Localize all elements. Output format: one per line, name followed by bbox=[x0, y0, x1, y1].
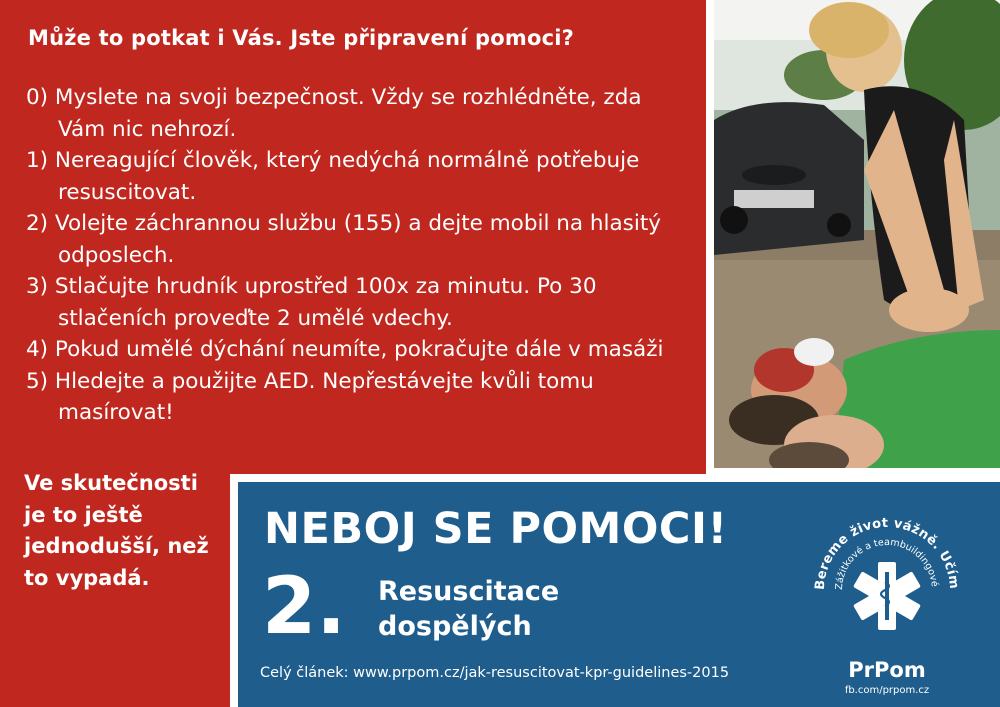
prpom-badge bbox=[810, 498, 1000, 698]
lesson-title bbox=[378, 574, 559, 644]
step-item: 1) Nereagující člověk, který nedýchá normálně potřebuje resuscitovat. bbox=[26, 148, 640, 205]
steps-list bbox=[26, 82, 686, 429]
facebook-link[interactable]: fb.com/prpom.cz bbox=[844, 685, 930, 696]
blue-panel-frame bbox=[230, 474, 1000, 707]
reassurance-note: Ve skutečnosti je to ještě jednodušší, než to vypadá. bbox=[24, 471, 209, 590]
step-item: 2) Volejte záchrannou službu (155) a dejte mobil na hlasitý odposlech. bbox=[26, 211, 662, 268]
badge-outer-text: Bereme život vážně. Učím bbox=[812, 515, 962, 591]
lesson-title-line2: dospělých bbox=[378, 611, 532, 642]
star-of-life-icon bbox=[853, 562, 921, 630]
headline: Může to potkat i Vás. Jste připravení pomoci? bbox=[28, 26, 574, 50]
cpr-photo bbox=[714, 0, 1000, 468]
lesson-title-line1: Resuscitace bbox=[378, 576, 560, 607]
article-link[interactable]: Celý článek: www.prpom.cz/jak-resuscitovat-kpr-guidelines-2015 bbox=[260, 665, 730, 681]
blue-panel bbox=[238, 482, 1000, 707]
slogan: NEBOJ SE POMOCI! bbox=[264, 504, 728, 554]
step-item: 0) Myslete na svoji bezpečnost. Vždy se rozhlédněte, zda Vám nic nehrozí. bbox=[26, 85, 642, 142]
badge-inner-text: Zážitkové a teambuildingové bbox=[833, 536, 940, 591]
badge-ring bbox=[810, 498, 964, 658]
cpr-photo-illustration bbox=[714, 0, 1000, 468]
brand-name: PrPom bbox=[848, 658, 926, 682]
lesson-number: 2. bbox=[262, 562, 346, 652]
step-item: 4) Pokud umělé dýchání neumíte, pokračujte dále v masáži bbox=[26, 337, 664, 362]
step-item: 5) Hledejte a použijte AED. Nepřestávejte kvůli tomu masírovat! bbox=[26, 368, 594, 425]
step-item: 3) Stlačujte hrudník uprostřed 100x za minutu. Po 30 stlačeních proveďte 2 umělé vdechy. bbox=[26, 274, 597, 331]
